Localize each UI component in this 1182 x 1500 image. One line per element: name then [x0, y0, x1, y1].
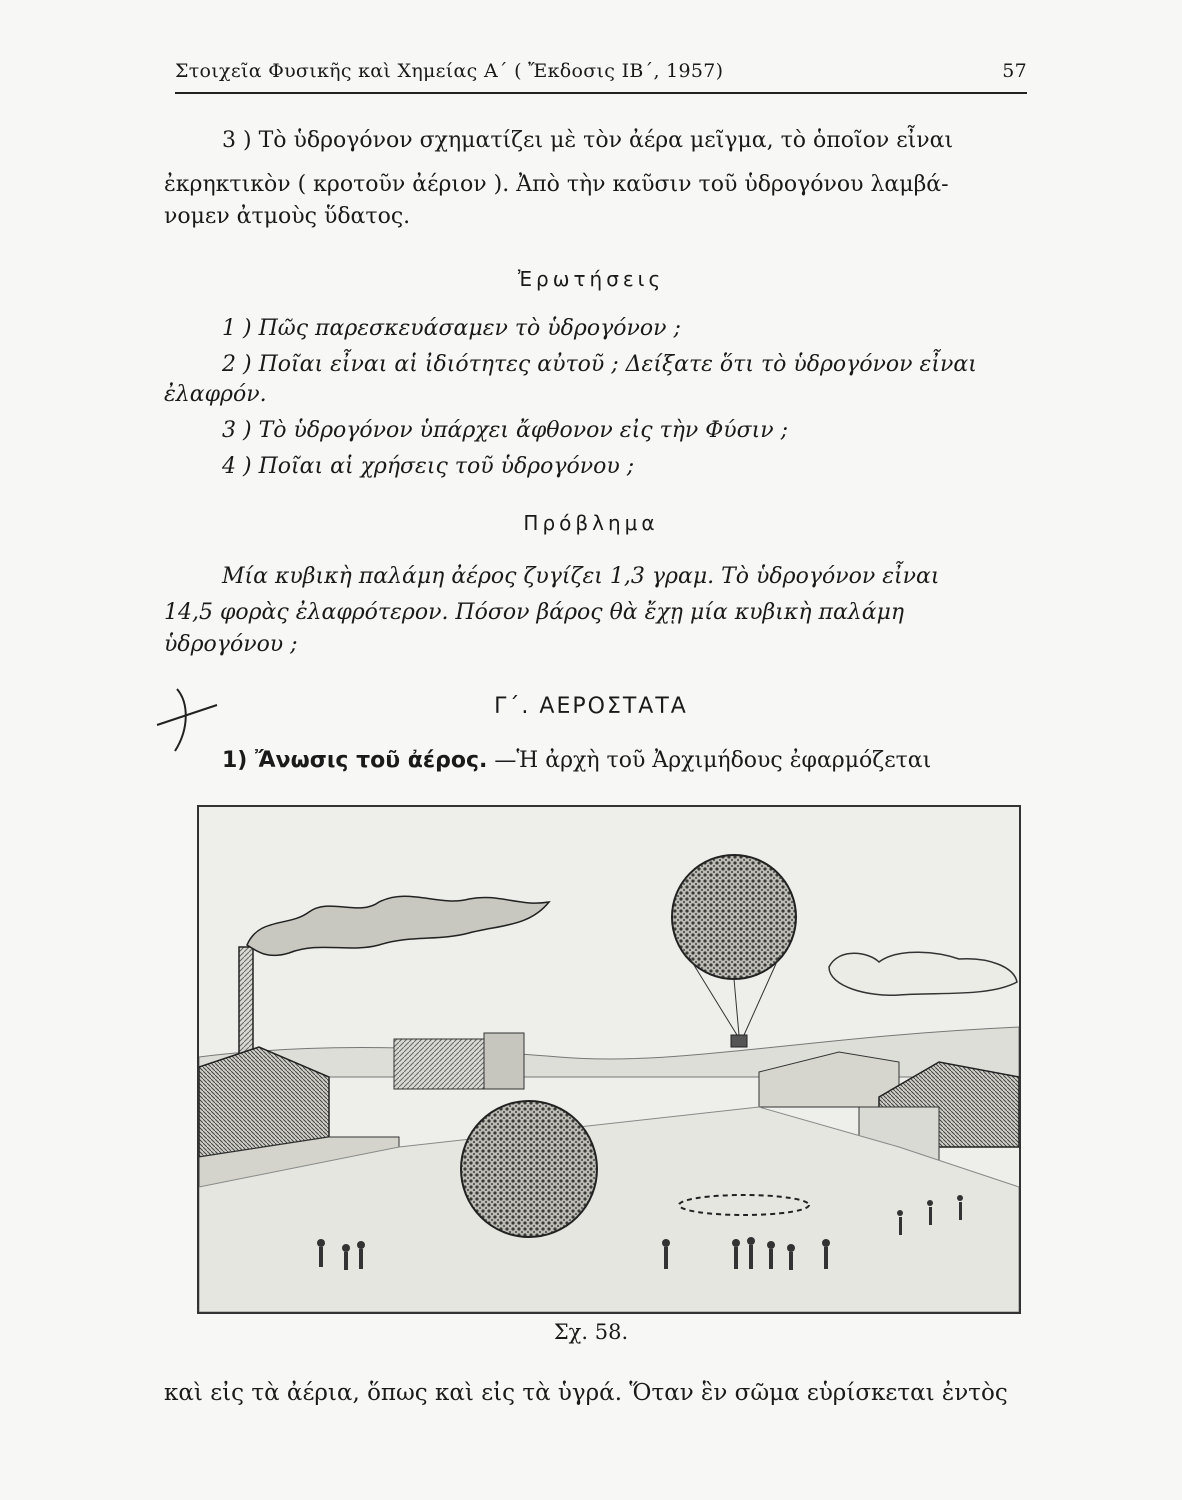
subsection-text: —Ἡ ἀρχὴ τοῦ Ἀρχιμήδους ἐφαρμόζεται: [494, 748, 932, 773]
section3-line1: 3 ) Τὸ ὑδρογόνον σχηματίζει μὲ τὸν ἀέρα μεῖγμα, τὸ ὁποῖον εἶναι: [222, 128, 954, 153]
questions-heading: Ἐρωτήσεις: [517, 267, 665, 291]
question-3: 3 ) Τὸ ὑδρογόνον ὑπάρχει ἄφθονον εἰς τὴν Φύσιν ;: [222, 418, 789, 443]
question-4: 4 ) Ποῖαι αἱ χρήσεις τοῦ ὑδρογόνου ;: [222, 454, 635, 479]
figure-caption: Σχ. 58.: [553, 1320, 629, 1344]
question-2-line1: 2 ) Ποῖαι εἶναι αἱ ἰδιότητες αὐτοῦ ; Δείξατε ὅτι τὸ ὑδρογόνον εἶναι: [222, 352, 977, 377]
question-1: 1 ) Πῶς παρεσκευάσαμεν τὸ ὑδρογόνον ;: [222, 316, 681, 341]
header-title: Στοιχεῖα Φυσικῆς καὶ Χημείας Α΄ ( Ἔκδοσις ΙΒ΄, 1957): [175, 60, 724, 82]
problem-heading: Πρόβλημα: [523, 511, 659, 535]
running-header: [175, 58, 1027, 94]
cloud: [829, 952, 1017, 995]
grounded-balloon: [461, 1101, 597, 1237]
flying-balloon: [672, 855, 796, 1047]
problem-line1: Μία κυβικὴ παλάμη ἀέρος ζυγίζει 1,3 γραμ. Τὸ ὑδρογόνον εἶναι: [222, 564, 940, 589]
page-number: 57: [1002, 60, 1027, 82]
section3-line3: νομεν ἀτμοὺς ὕδατος.: [164, 204, 411, 229]
subsection-title: 1) Ἄνωσις τοῦ ἀέρος.: [222, 748, 488, 773]
chapter-heading: Γ΄. ΑΕΡΟΣΤΑΤΑ: [494, 694, 688, 719]
question-2-line2: ἐλαφρόν.: [164, 382, 267, 407]
closing-line: καὶ εἰς τὰ ἀέρια, ὅπως καὶ εἰς τὰ ὑγρά. Ὅταν ἓν σῶμα εὑρίσκεται ἐντὸς: [164, 1380, 1008, 1406]
figure-drawing: [199, 807, 1019, 1312]
section3-line2: ἐκρηκτικὸν ( κροτοῦν ἀέριον ). Ἀπὸ τὴν καῦσιν τοῦ ὑδρογόνου λαμβά-: [164, 172, 949, 197]
smoke-plume: [247, 896, 549, 955]
figure-balloon-illustration: [197, 805, 1021, 1314]
subsection-paragraph: [222, 744, 931, 778]
problem-line3: ὑδρογόνου ;: [164, 632, 298, 657]
problem-line2: 14,5 φορὰς ἐλαφρότερον. Πόσον βάρος θὰ ἔχῃ μία κυβικὴ παλάμη: [164, 600, 905, 625]
